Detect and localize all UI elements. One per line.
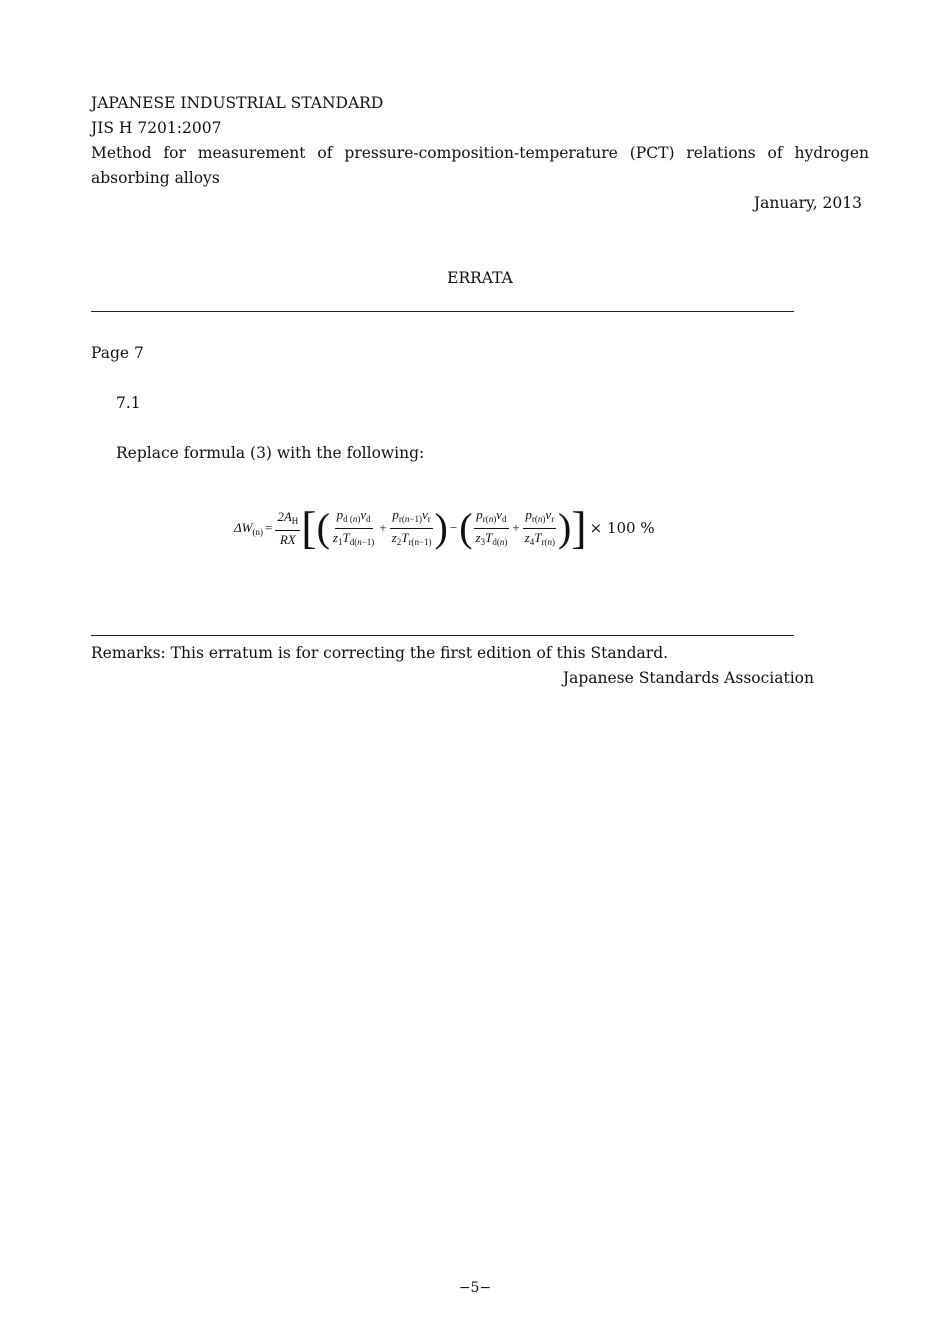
formula-suffix: × 100 % [589, 519, 655, 537]
standard-number: JIS H 7201:2007 [91, 119, 222, 137]
remarks-text: Remarks: This erratum is for correcting the first edition of this Standard. [91, 644, 669, 662]
formula-3: $\Delta W_{(n)}$ = $\frac{2A_H}{RX}$ [ ( $\frac{p_{d (n)}v_d}{z_1T_{d(n-1)}}$ + $\frac{p_{r(n-1)}v_r}{z_2T_{r(n-1)}}$ ) − ( $\frac{p_{r(n)}v_d}{z_3T_{d(n)}}$ + $\frac{p_{r(n)}v_r}{z_4T_{r(n)}}$ ) ] × 100 % [234, 502, 655, 553]
errata-title: ERRATA [447, 269, 513, 287]
page-reference: Page 7 [91, 344, 144, 362]
issue-date: January, 2013 [753, 194, 862, 212]
instruction-text: Replace formula (3) with the following: [116, 444, 425, 462]
formula-coefficient: $\frac{2A_H}{RX}$ [277, 508, 299, 547]
page-number: −5− [458, 1280, 492, 1296]
section-number: 7.1 [116, 394, 141, 412]
bottom-rule [91, 635, 794, 636]
top-rule [91, 311, 794, 312]
publisher-name: Japanese Standards Association [562, 669, 814, 687]
formula-lhs: $\Delta W_{(n)}$ [234, 519, 263, 537]
standard-title: Method for measurement of pressure-composition-temperature (PCT) relations of hydrogen absorbing alloys [91, 144, 869, 187]
standard-label: JAPANESE INDUSTRIAL STANDARD [91, 94, 384, 112]
